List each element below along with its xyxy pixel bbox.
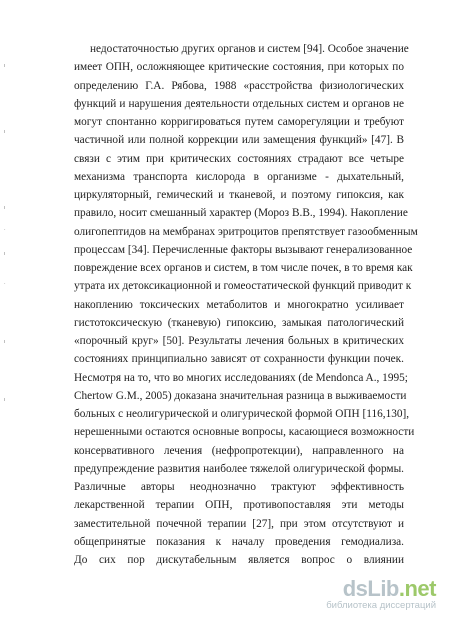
text-line: могут спонтанно корригироваться путем саморегуляции и требуют: [74, 116, 404, 128]
dslib-caption: библиотека диссертаций: [326, 600, 436, 611]
text-line: предупреждение развития наиболее тяжелой олигурической формы.: [74, 462, 404, 475]
text-line: лекарственной терапии ОПН, противопоставляя эти методы: [74, 499, 404, 512]
text-line: общепринятые показания к началу проведения гемодиализа.: [74, 535, 404, 548]
margin-scan-mark: ·: [4, 281, 6, 287]
dslib-logo-suffix: .net: [398, 576, 436, 601]
margin-scan-mark: ı: [4, 251, 6, 257]
margin-scan-mark: ·: [4, 227, 6, 233]
text-line: гистотоксическую (тканевую) гипоксию, замыкая патологический: [74, 316, 404, 329]
text-line: больных с неолигурической и олигурической формой ОПН [116,130],: [74, 408, 410, 420]
dslib-logo: [343, 576, 436, 602]
margin-scan-mark: ı: [4, 63, 6, 69]
margin-scan-mark: ı: [4, 339, 6, 345]
text-line: консервативного лечения (нефропротекции), направленного на: [74, 444, 404, 457]
text-line: До сих пор дискутабельным является вопрос о влиянии: [74, 554, 404, 566]
text-line: имеет ОПН, осложняющее критические состояния, при которых по: [74, 61, 404, 74]
text-line: Несмотря на то, что во многих исследованиях (de Mendonca A., 1995;: [74, 371, 408, 384]
text-line: функций и нарушения деятельности отдельных систем и органов не: [74, 97, 404, 110]
text-line: состояниях принципиально зависят от сохранности функции почек.: [74, 353, 404, 366]
dslib-watermark: [318, 576, 436, 612]
text-line: механизма транспорта кислорода в организме - дыхательный,: [74, 170, 404, 183]
text-line: Различные авторы неоднозначно трактуют эффективность: [74, 481, 404, 493]
margin-scan-mark: ı: [4, 129, 6, 135]
margin-scan-mark: ı: [4, 205, 6, 211]
text-line: утрата их детоксикационной и гомеостатической функций приводит к: [74, 280, 412, 293]
text-line: процессам [34]. Перечисленные факторы вызывают генерализованное: [74, 243, 413, 256]
body-text: [74, 40, 418, 569]
text-line: правило, носит смешанный характер (Мороз В.В., 1994). Накопление: [74, 207, 408, 220]
text-line: определению Г.А. Рябова, 1988 «расстройства физиологических: [74, 79, 404, 92]
text-line: недостаточностью других органов и систем [94]. Особое значение: [90, 43, 409, 55]
text-line: олигопептидов на мембранах эритроцитов препятствует газообменным: [74, 225, 418, 238]
text-line: связи с этим при критических состояниях страдают все четыре: [74, 152, 404, 165]
text-line: нерешенными остаются основные вопросы, касающиеся возможности: [74, 426, 415, 439]
text-line: повреждение всех органов и систем, в том числе почек, в то время как: [74, 262, 413, 274]
text-line: частичной или полной коррекции или замещения функций» [47]. В: [74, 134, 404, 147]
text-line: «порочный круг» [50]. Результаты лечения больных в критических: [74, 335, 404, 347]
dslib-logo-text: dsLib: [342, 576, 399, 601]
text-line: накоплению токсических метаболитов и многократно усиливает: [74, 298, 404, 311]
text-line: Chertow G.M., 2005) доказана значительная разница в выживаемости: [74, 389, 407, 402]
margin-scan-mark: ı: [4, 397, 6, 403]
text-line: циркуляторный, гемический и тканевой, и поэтому гипоксия, как: [74, 189, 404, 201]
text-line: заместительной почечной терапии [27], при этом отсутствуют и: [74, 517, 404, 530]
